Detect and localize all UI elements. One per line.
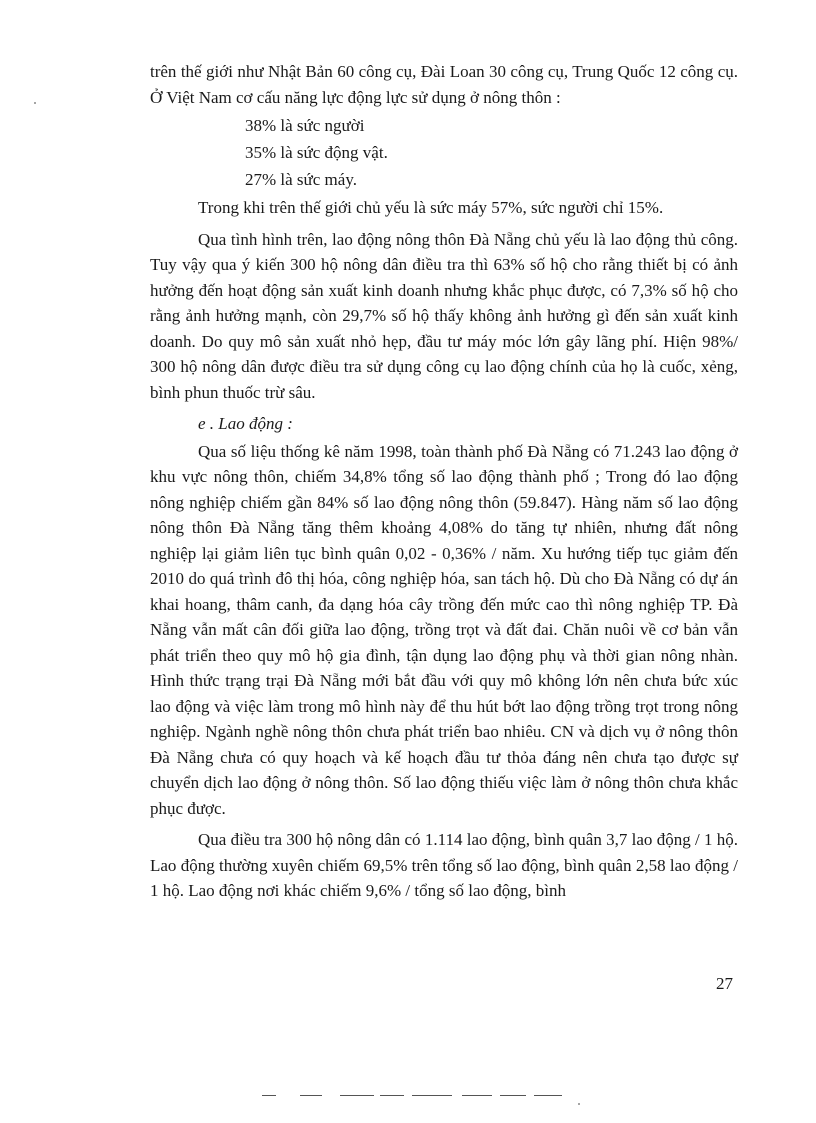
power-structure-list bbox=[150, 112, 738, 193]
page-number: 27 bbox=[716, 974, 733, 993]
scan-speck bbox=[34, 102, 36, 104]
paragraph-intro: trên thế giới như Nhật Bản 60 công cụ, Đài Loan 30 công cụ, Trung Quốc 12 công cụ. Ở Việt Nam cơ cấu năng lực động lực sử dụng ở nông thôn : bbox=[150, 62, 738, 107]
paragraph-equipment-survey: Qua tình hình trên, lao động nông thôn Đà Nẵng chủ yếu là lao động thủ công. Tuy vậy qua ý kiến 300 hộ nông dân điều tra thì 63% số hộ cho rằng thiết bị có ảnh hưởng đến hoạt động sản xuất kinh doanh nhưng khắc phục được, có 7,3% số hộ cho rằng ảnh hưởng mạnh, còn 29,7% số hộ thấy không ảnh hưởng gì đến sản xuất kinh doanh. Do quy mô sản xuất nhỏ hẹp, đầu tư máy móc lớn gây lãng phí. Hiện 98%/ 300 hộ nông dân được điều tra sử dụng công cụ lao động chính của họ là cuốc, xẻng, bình phun thuốc trừ sâu. bbox=[150, 229, 738, 402]
paragraph-household-labor: Qua điều tra 300 hộ nông dân có 1.114 lao động, bình quân 3,7 lao động / 1 hộ. Lao động thường xuyên chiếm 69,5% trên tổng số lao động, bình quân 2,58 lao động / 1 hộ. Lao động nơi khác chiếm 9,6% / tổng số lao động, bình bbox=[150, 830, 738, 900]
paragraph-labor-statistics: Qua số liệu thống kê năm 1998, toàn thành phố Đà Nẵng có 71.243 lao động ở khu vực nông thôn, chiếm 34,8% tổng số lao động thành phố ; Trong đó lao động nông nghiệp chiếm gần 84% số lao động nông thôn (59.847). Hàng năm số lao động nông thôn Đà Nẵng tăng thêm khoảng 4,08% do tăng tự nhiên, nhưng đất nông nghiệp lại giảm liên tục bình quân 0,02 - 0,36% / năm. Xu hướng tiếp tục giảm đến 2010 do quá trình đô thị hóa, công nghiệp hóa, san tách hộ. Dù cho Đà Nẵng có dự án khai hoang, thâm canh, đa dạng hóa cây trồng đến mức cao thì nông nghiệp TP. Đà Nẵng vẫn mất cân đối giữa lao động, trồng trọt và đất đai. Chăn nuôi về cơ bản vẫn phát triển theo quy mô hộ gia đình, tận dụng lao động phụ và thời gian nông nhàn. Hình thức trạng trại Đà Nẵng mới bắt đầu với quy mô không lớn nên chưa bức xúc lao động và việc làm trong mô hình này để thu hút bớt lao động trồng trọt trong nông nghiệp. Ngành nghề nông thôn chưa phát triển bao nhiêu. CN và dịch vụ ở nông thôn Đà Nẵng chưa có quy hoạch và kế hoạch đầu tư thỏa đáng nên chưa tạo được sự chuyển dịch lao động ở nông thôn. Số lao động thiếu việc làm ở nông thôn chưa khắc phục được. bbox=[150, 441, 738, 818]
list-item: 27% là sức máy. bbox=[245, 170, 357, 189]
body-text bbox=[150, 59, 738, 904]
list-item: 38% là sức người bbox=[245, 116, 365, 135]
section-heading: e . Lao động : bbox=[198, 414, 293, 433]
paragraph-world-comparison: Trong khi trên thế giới chủ yếu là sức máy 57%, sức người chỉ 15%. bbox=[198, 198, 664, 217]
list-item: 35% là sức động vật. bbox=[245, 143, 388, 162]
footer-scan-artifact bbox=[262, 1093, 592, 1099]
